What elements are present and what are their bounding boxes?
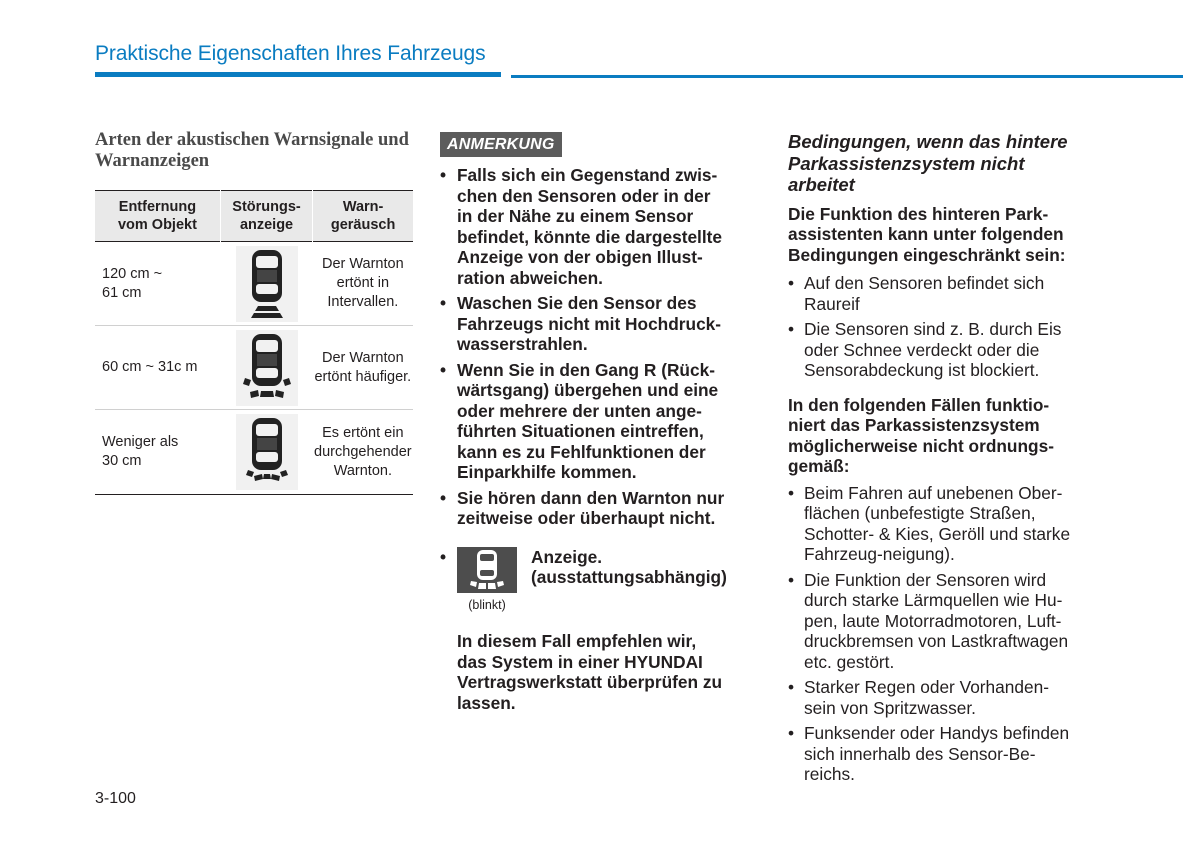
bullet-icon: •	[788, 569, 795, 590]
blink-caption: (blinkt)	[468, 597, 506, 612]
table-row	[95, 410, 413, 495]
indicator-cell	[220, 410, 312, 495]
list-item: • Die Sensoren sind z. B. durch Eis oder Schnee verdeckt oder die Sensorabdeckung ist blockiert.	[788, 319, 1062, 380]
car-sensor-rear-near-icon	[236, 414, 298, 490]
bullet-icon: •	[440, 359, 447, 380]
page-number: 3-100	[95, 790, 136, 807]
bullet-icon: •	[788, 273, 795, 293]
distance-cell: 60 cm ~ 31c m	[95, 326, 220, 410]
indicator-cell	[220, 326, 312, 410]
lead-paragraph: Die Funktion des hinteren Park- assistenten kann unter folgenden Bedingungen eingeschränkt sein:	[788, 203, 1066, 265]
distance-cell: Weniger als 30 cm	[95, 410, 220, 495]
bullet-icon: •	[788, 723, 795, 743]
list-item: • Starker Regen oder Vorhanden- sein von Spritzwasser.	[788, 677, 1049, 718]
car-sensor-rear-mid-icon	[236, 330, 298, 406]
distance-cell: 120 cm ~ 61 cm	[95, 242, 220, 326]
lead-paragraph: In den folgenden Fällen funktio- niert das Parkassistenzsystem möglicherweise nicht ordnungs- gemäß:	[788, 394, 1054, 476]
bullet-icon: •	[440, 293, 447, 313]
bullet-icon: •	[440, 546, 447, 567]
bullet-icon: •	[788, 677, 795, 697]
section-header-title: Praktische Eigenschaften Ihres Fahrzeugs	[95, 42, 486, 65]
bullet-icon: •	[788, 482, 795, 503]
bullet-icon: •	[788, 319, 795, 339]
list-item: • Die Funktion der Sensoren wird durch starke Lärmquellen wie Hu- pen, laute Motorradmotoren, Luft- druckbremsen von Lastkraftwagen etc. gestört.	[788, 569, 1069, 672]
conditions-section	[788, 131, 1106, 790]
list-item: • Funksender oder Handys befinden sich innerhalb des Sensor-Be- reichs.	[788, 723, 1070, 784]
bullet-icon: •	[440, 487, 447, 508]
header-accent-bar	[95, 72, 501, 77]
sound-cell: Es ertönt ein durchgehender Warnton.	[313, 410, 413, 495]
indicator-item: • (blinkt) Anzeige. (ausstattungsabhängig)	[440, 546, 727, 612]
list-item: • Beim Fahren auf unebenen Ober- flächen (unbefestigte Straßen, Schotter- & Kies, Geröll und starke Fahrzeug-neigung).	[788, 482, 1071, 564]
list-item: • Falls sich ein Gegenstand zwis- chen den Sensoren oder in der in der Nähe zu einem Sensor befindet, könnte die dargestellte Anzeige von der obigen Illust- ration abweichen.	[440, 165, 723, 288]
recommendation-paragraph: In diesem Fall empfehlen wir, das System in einer HYUNDAI Vertragswerkstatt überprüfen zu lassen.	[457, 631, 723, 713]
section-heading: Bedingungen, wenn das hintere Parkassistenzsystem nicht arbeitet	[788, 131, 1068, 195]
column-header-distance: Entfernung vom Objekt	[95, 191, 220, 242]
column-header-sound: Warn- geräusch	[313, 191, 413, 242]
blinking-parking-sensor-icon	[457, 547, 517, 593]
table-row	[95, 242, 413, 326]
list-item: • Wenn Sie in den Gang R (Rück- wärtsgang) übergehen und eine oder mehrere der unten ange- führten Situationen eintreffen, kann es zu Fehlfunktionen der Einparkhilfe kommen.	[440, 359, 719, 482]
bullet-icon: •	[440, 165, 447, 185]
list-item: • Auf den Sensoren befindet sich Raureif	[788, 273, 1045, 314]
note-list	[440, 165, 760, 713]
table-section-title: Arten der akustischen Warnsignale und Warnanzeigen	[95, 130, 409, 171]
car-sensor-rear-far-icon	[236, 246, 298, 322]
warning-signal-table	[95, 190, 413, 495]
sound-cell: Der Warnton ertönt häufiger.	[313, 326, 413, 410]
column-header-indicator: Störungs- anzeige	[220, 191, 312, 242]
list-item: • Sie hören dann den Warnton nur zeitweise oder überhaupt nicht.	[440, 487, 725, 528]
sound-cell: Der Warnton ertönt in Intervallen.	[313, 242, 413, 326]
indicator-cell	[220, 242, 312, 326]
list-item: • Waschen Sie den Sensor des Fahrzeugs nicht mit Hochdruck- wasserstrahlen.	[440, 293, 722, 354]
table-row	[95, 326, 413, 410]
header-rule	[511, 75, 1183, 78]
note-badge: ANMERKUNG	[440, 132, 562, 157]
